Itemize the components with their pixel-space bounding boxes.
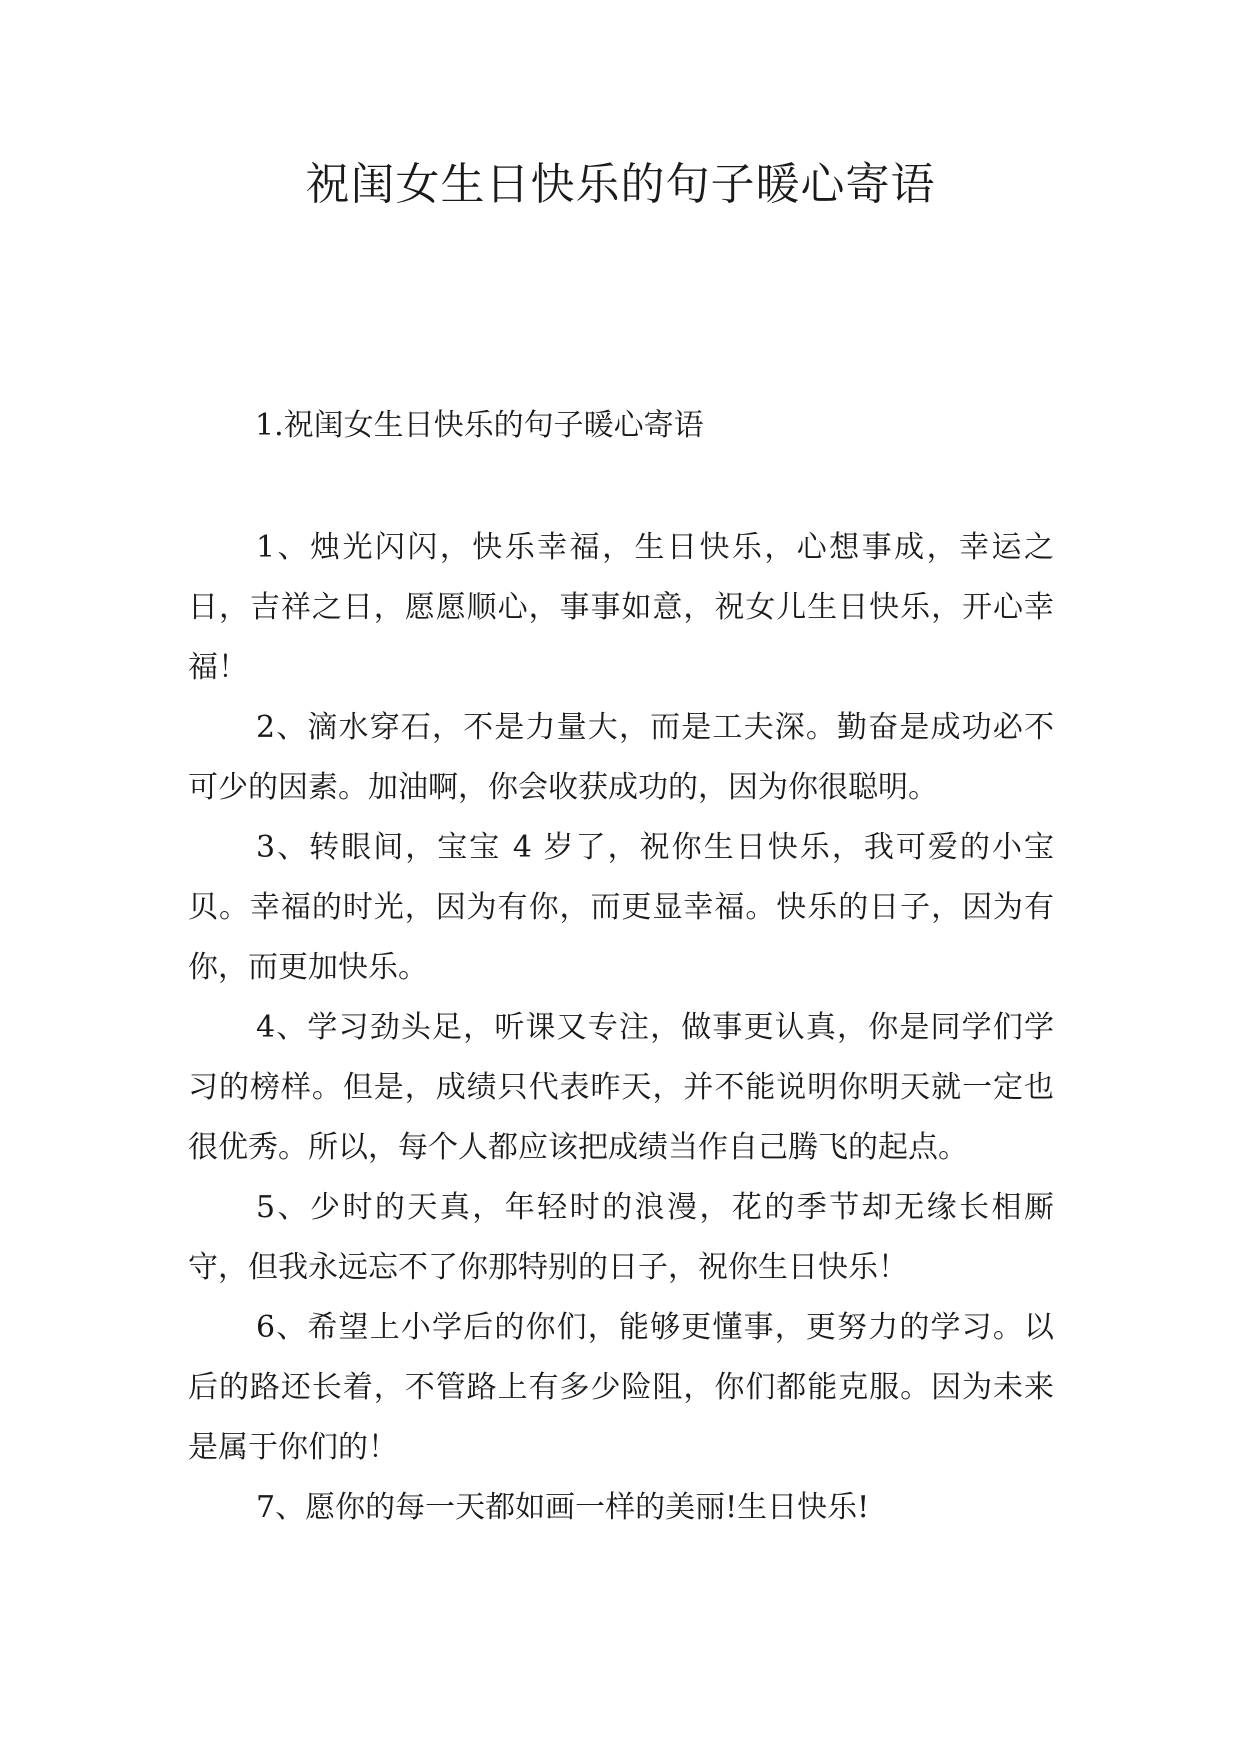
paragraph: 7、愿你的每一天都如画一样的美丽!生日快乐! [256,1490,870,1525]
section-heading: 1.祝闺女生日快乐的句子暖心寄语 [255,408,704,443]
paragraph: 3、转眼间，宝宝 4 岁了，祝你生日快乐，我可爱的小宝贝。幸福的时光，因为有你，而更显幸福。快乐的日子，因为有你，而更加快乐。 [188,830,1054,985]
paragraph: 5、少时的天真，年轻时的浪漫，花的季节却无缘长相厮守，但我永远忘不了你那特别的日子，祝你生日快乐！ [188,1190,1054,1285]
paragraph: 1、烛光闪闪，快乐幸福，生日快乐，心想事成，幸运之日，吉祥之日，愿愿顺心，事事如意，祝女儿生日快乐，开心幸福！ [188,530,1054,685]
paragraph: 6、希望上小学后的你们，能够更懂事，更努力的学习。以后的路还长着，不管路上有多少险阻，你们都能克服。因为未来是属于你们的！ [188,1310,1054,1465]
page-title: 祝闺女生日快乐的句子暖心寄语 [305,159,936,210]
paragraph: 2、滴水穿石，不是力量大，而是工夫深。勤奋是成功必不可少的因素。加油啊，你会收获成功的，因为你很聪明。 [188,710,1054,805]
document-body [188,518,1054,1538]
paragraph: 4、学习劲头足，听课又专注，做事更认真，你是同学们学习的榜样。但是，成绩只代表昨天，并不能说明你明天就一定也很优秀。所以，每个人都应该把成绩当作自己腾飞的起点。 [188,1010,1054,1165]
